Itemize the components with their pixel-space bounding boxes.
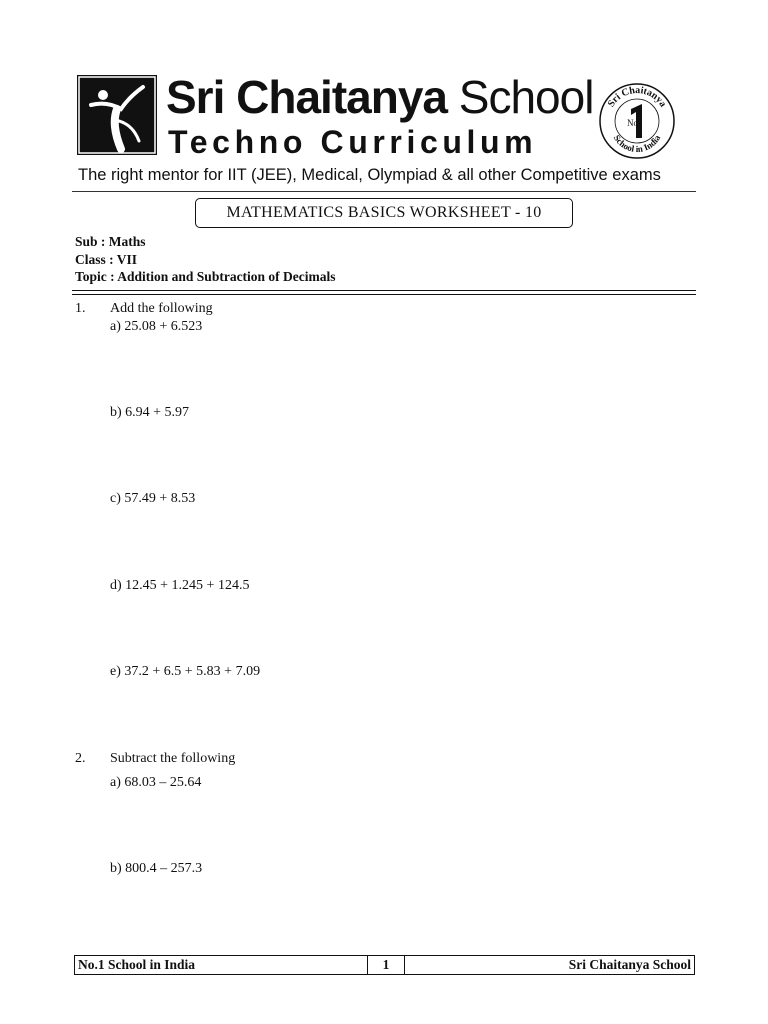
seal-icon xyxy=(598,82,676,160)
footer-left: No.1 School in India xyxy=(75,956,368,974)
page-footer xyxy=(74,955,695,975)
brand-name xyxy=(166,72,593,122)
runner-icon xyxy=(77,75,157,155)
part-text: c) 57.49 + 8.53 xyxy=(110,491,196,506)
school-logo xyxy=(77,75,157,155)
worksheet-title: MATHEMATICS BASICS WORKSHEET - 10 xyxy=(195,198,573,228)
question-number: 1. xyxy=(75,301,86,316)
header-divider xyxy=(72,191,696,192)
seal-arc-text: Sri Chaitanya xyxy=(605,84,669,110)
tagline: The right mentor for IIT (JEE), Medical, Olympiad & all other Competitive exams xyxy=(78,166,661,184)
brand-subtitle: Techno Curriculum xyxy=(168,124,538,160)
question-prompt: Add the following xyxy=(110,301,213,316)
svg-text:Sri Chaitanya xyxy=(606,85,669,109)
subject-line: Sub : Maths xyxy=(75,234,146,249)
seal-bottom-text: School in India xyxy=(611,133,663,155)
meta-divider-top xyxy=(72,290,696,291)
part-text: d) 12.45 + 1.245 + 124.5 xyxy=(110,578,250,593)
part-text: b) 6.94 + 5.97 xyxy=(110,405,190,420)
part-text: b) 800.4 – 257.3 xyxy=(110,861,203,876)
page-number: 1 xyxy=(368,956,405,974)
footer-right: Sri Chaitanya School xyxy=(568,957,691,972)
class-line: Class : VII xyxy=(75,251,138,267)
meta-divider-bottom xyxy=(72,294,696,295)
topic-line: Topic : Addition and Subtraction of Decimals xyxy=(75,269,336,284)
part-text: a) 68.03 – 25.64 xyxy=(110,775,202,790)
question-prompt: Subtract the following xyxy=(110,751,236,766)
part-text: e) 37.2 + 6.5 + 5.83 + 7.09 xyxy=(110,664,261,679)
brand-light: School xyxy=(458,71,594,123)
question-number: 2. xyxy=(75,751,86,766)
part-text: a) 25.08 + 6.523 xyxy=(110,319,203,334)
brand-bold: Sri Chaitanya xyxy=(166,71,447,123)
worksheet-meta xyxy=(75,233,336,286)
seal-badge: No xyxy=(627,118,638,128)
